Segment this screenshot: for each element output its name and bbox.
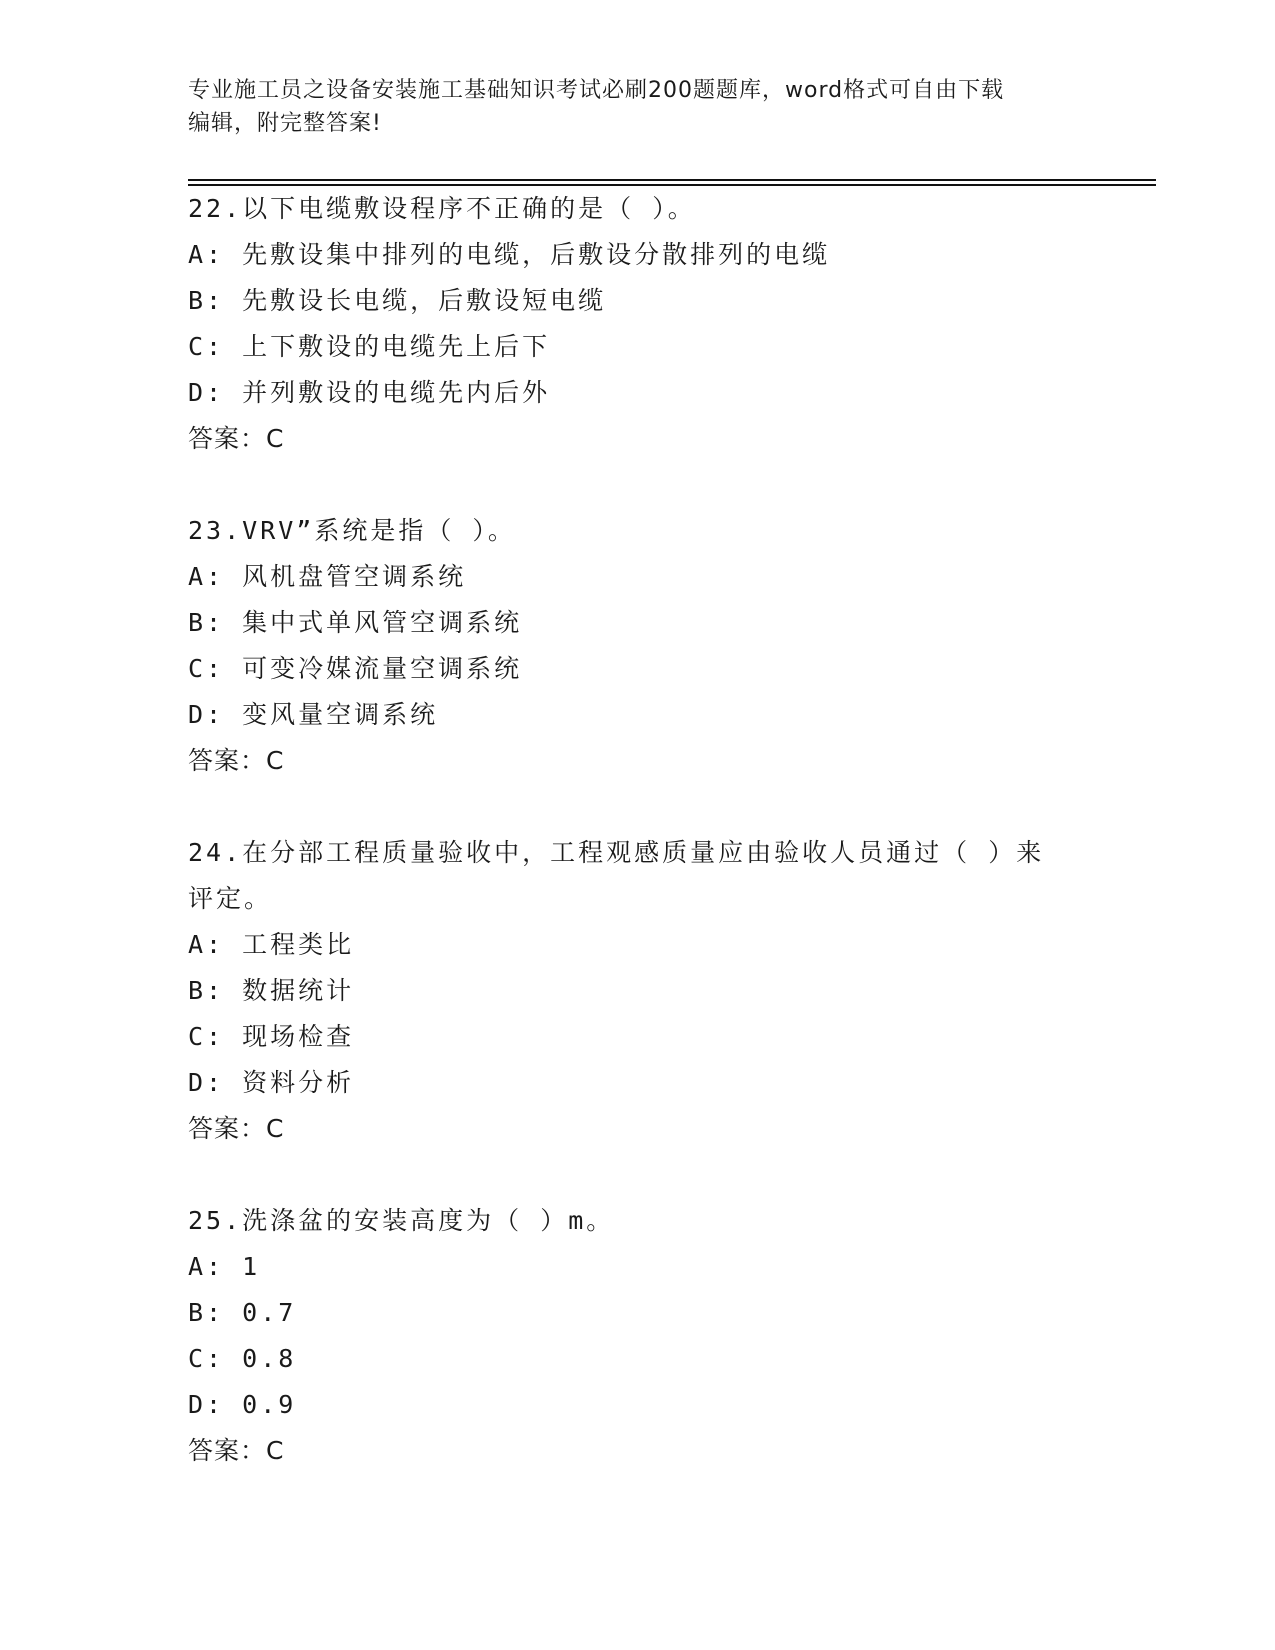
option-c: C: 上下敷设的电缆先上后下 xyxy=(188,332,551,361)
option-a: A: 1 xyxy=(188,1252,261,1281)
question-24 xyxy=(188,830,1088,1152)
option-a: A: 工程类比 xyxy=(188,930,355,959)
header-divider-top xyxy=(188,179,1156,181)
header-line-2: 编辑，附完整答案! xyxy=(188,111,382,136)
option-b: B: 0.7 xyxy=(188,1298,297,1327)
header-line-1: 专业施工员之设备安装施工基础知识考试必刷200题题库，word格式可自由下载 xyxy=(188,78,1005,103)
question-stem: 23.VRV”系统是指（ ）。 xyxy=(188,516,516,545)
option-d: D: 资料分析 xyxy=(188,1068,355,1097)
question-25 xyxy=(188,1198,1088,1474)
option-c: C: 现场检查 xyxy=(188,1022,355,1051)
option-b: B: 集中式单风管空调系统 xyxy=(188,608,523,637)
option-d: D: 0.9 xyxy=(188,1390,297,1419)
question-stem: 22.以下电缆敷设程序不正确的是（ ）。 xyxy=(188,194,696,223)
answer-label: 答案：C xyxy=(188,424,285,453)
document-header xyxy=(188,74,1088,140)
option-d: D: 并列敷设的电缆先内后外 xyxy=(188,378,551,407)
option-a: A: 风机盘管空调系统 xyxy=(188,562,467,591)
answer-label: 答案：C xyxy=(188,1436,285,1465)
option-b: B: 数据统计 xyxy=(188,976,355,1005)
question-stem-line-1: 24.在分部工程质量验收中，工程观感质量应由验收人员通过（ ）来 xyxy=(188,838,1045,867)
option-a: A: 先敷设集中排列的电缆，后敷设分散排列的电缆 xyxy=(188,240,831,269)
answer-label: 答案：C xyxy=(188,1114,285,1143)
question-22 xyxy=(188,186,1088,462)
option-c: C: 可变冷媒流量空调系统 xyxy=(188,654,523,683)
answer-label: 答案：C xyxy=(188,746,285,775)
question-stem-line-2: 评定。 xyxy=(188,884,273,913)
option-d: D: 变风量空调系统 xyxy=(188,700,439,729)
option-b: B: 先敷设长电缆，后敷设短电缆 xyxy=(188,286,607,315)
option-c: C: 0.8 xyxy=(188,1344,297,1373)
question-stem: 25.洗涤盆的安装高度为（ ）m。 xyxy=(188,1206,615,1235)
question-23 xyxy=(188,508,1088,784)
